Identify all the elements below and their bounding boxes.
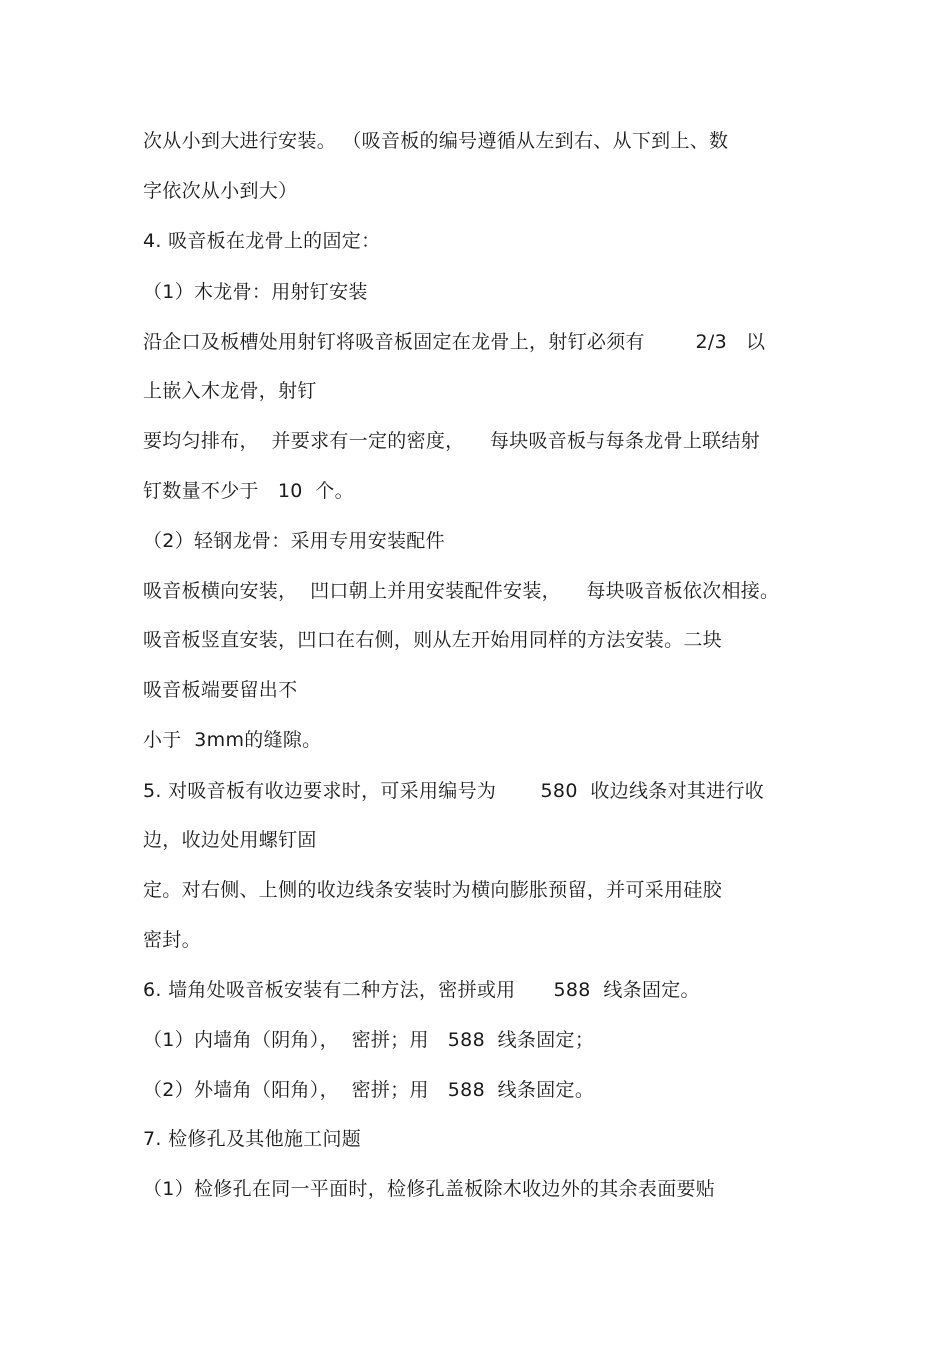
subsection-heading: （1）木龙骨：用射钉安装 <box>143 281 368 303</box>
subsection-heading: （2）外墙角（阳角）， 密拼；用 588 线条固定。 <box>143 1079 595 1101</box>
text-line: 吸音板端要留出不 <box>143 679 298 701</box>
text-line: 字依次从小到大） <box>143 180 298 202</box>
text-line: 要均匀排布， 并要求有一定的密度， 每块吸音板与每条龙骨上联结射 <box>143 430 761 452</box>
section-heading: 6. 墙角处吸音板安装有二种方法，密拼或用 588 线条固定。 <box>143 979 700 1001</box>
subsection-heading: （1）内墙角（阴角）， 密拼；用 588 线条固定； <box>143 1029 595 1051</box>
text-line: 边，收边处用螺钉固 <box>143 829 317 851</box>
subsection-heading: （1）检修孔在同一平面时，检修孔盖板除木收边外的其余表面要贴 <box>143 1178 716 1200</box>
text-line: 定。对右侧、上侧的收边线条安装时为横向膨胀预留，并可采用硅胶 <box>143 879 723 901</box>
text-line: 吸音板竖直安装，凹口在右侧，则从左开始用同样的方法安装。二块 <box>143 629 723 651</box>
text-line: 上嵌入木龙骨，射钉 <box>143 380 317 402</box>
text-line: 吸音板横向安装， 凹口朝上并用安装配件安装， 每块吸音板依次相接。 <box>143 580 780 602</box>
text-line: 密封。 <box>143 929 201 951</box>
text-line: 沿企口及板槽处用射钉将吸音板固定在龙骨上，射钉必须有 2/3 以 <box>143 331 766 353</box>
text-line: 次从小到大进行安装。 （吸音板的编号遵循从左到右、从下到上、数 <box>143 130 729 152</box>
text-line: 小于 3mm的缝隙。 <box>143 729 322 751</box>
section-heading: 5. 对吸音板有收边要求时，可采用编号为 580 收边线条对其进行收 <box>143 780 765 802</box>
subsection-heading: （2）轻钢龙骨：采用专用安装配件 <box>143 530 445 552</box>
text-line: 钉数量不少于 10 个。 <box>143 480 354 502</box>
section-heading: 4. 吸音板在龙骨上的固定： <box>143 230 381 252</box>
section-heading: 7. 检修孔及其他施工问题 <box>143 1128 362 1150</box>
